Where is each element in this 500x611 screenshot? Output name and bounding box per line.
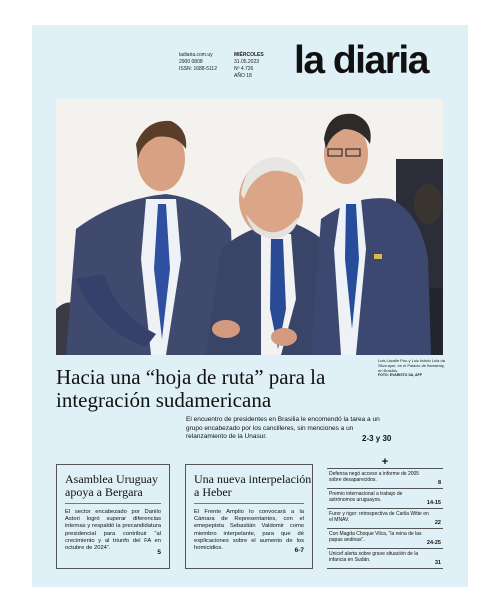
masthead-contact xyxy=(179,52,217,73)
edition-issue: Nº 4.726 xyxy=(234,66,254,72)
index-item-page: 22 xyxy=(434,519,441,526)
divider xyxy=(194,503,304,504)
index-item[interactable] xyxy=(327,528,443,548)
photo-caption-text: Luis Lacalle Pou y Luiz Inácio Lula da Silva ayer, en el Palacio de Itamaraty, en Brasilia. xyxy=(378,358,445,373)
issn: ISSN: 1688-5112 xyxy=(179,66,217,72)
photo-credit: FOTO: EVARISTO SA, AFP xyxy=(378,373,423,377)
divider xyxy=(65,503,161,504)
index-item[interactable] xyxy=(327,468,443,488)
edition-date: 31.05.2023 xyxy=(234,59,260,65)
index-item-text: Defensa negó acceso a informe de 2005 sobre desaparecidos. xyxy=(329,471,420,484)
index-item-page: 8 xyxy=(437,479,441,486)
phone: 2900 0808 xyxy=(179,59,203,65)
lead-summary: El encuentro de presidentes en Brasilia le encomendó la tarea a un grupo encabezado por los cancilleres, sin menciones a un relanzamiento de la Unasur. xyxy=(186,416,380,440)
index-item-page: 24-25 xyxy=(426,539,441,546)
index-item-text: Con Magda Choque Vilca, “la reina de las papas andinas”. xyxy=(329,531,422,544)
index-item-page: 14-15 xyxy=(426,499,441,506)
lead-headline[interactable]: Hacia una “hoja de ruta” para la integración sudamericana xyxy=(56,365,326,412)
story-box-heber[interactable] xyxy=(185,464,313,569)
plus-icon: + xyxy=(381,456,389,468)
story-box-bergara[interactable] xyxy=(56,464,170,569)
story-text: El sector encabezado por Danilo Astori logró superar diferencias internas y respaldó la precandidatura presidencial para contribuir “al crecimiento y al triunfo del FA en octubre de 2024”. xyxy=(65,509,161,552)
index-item-text: Furor y rigor: retrospectiva de Carlia Witte en el MNAV. xyxy=(329,511,429,524)
index-list xyxy=(327,457,443,569)
story-page: 6-7 xyxy=(294,547,304,554)
index-item[interactable] xyxy=(327,548,443,569)
index-item-page: 31 xyxy=(434,559,441,566)
index-item[interactable] xyxy=(327,488,443,508)
story-title[interactable]: Asamblea Uruguay apoya a Bergara xyxy=(65,472,158,499)
edition-day: MIÉRCOLES xyxy=(234,52,264,58)
index-item[interactable] xyxy=(327,508,443,528)
index-item-text: Unicef alerta sobre grave situación de la infancia en Sudán. xyxy=(329,551,419,564)
lead-photo-image xyxy=(56,99,443,355)
edition-year: AÑO 18 xyxy=(234,73,252,79)
story-page: 5 xyxy=(157,549,161,556)
lead-photo xyxy=(56,99,443,355)
story-text: El Frente Amplio lo convocará a la Cámara de Representantes, con el emepepista Sebastián Valdomir como miembro interpelante, para que dé explicaciones sobre el aumento de los homicidios. xyxy=(194,509,304,552)
masthead-edition xyxy=(234,52,264,80)
newspaper-logo: la diaria xyxy=(294,39,428,82)
index-item-text: Premio internacional a trabajo de astrónomos uruguayos. xyxy=(329,491,403,504)
newspaper-front-page xyxy=(32,25,468,587)
story-title[interactable]: Una nueva interpelación a Heber xyxy=(194,472,312,499)
website[interactable]: ladiaria.com.uy xyxy=(179,52,213,58)
lead-pages: 2-3 y 30 xyxy=(362,434,392,443)
